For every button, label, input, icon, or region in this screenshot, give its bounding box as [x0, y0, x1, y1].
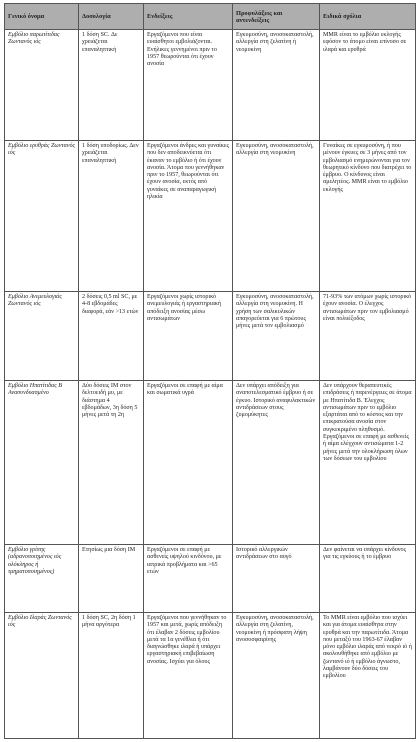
- cell-dose: Δύο δόσεις IM στον δελτοειδή μυ, με διάστημα 4 εβδομάδων, 3η δόση 5 μήνες μετά τη 2η: [79, 381, 144, 545]
- table-row: [5, 292, 416, 381]
- cell-indications: Εργαζόμενοι σε επαφή με ασθενείς υψηλού κινδύνου, με ιατρικά προβλήματα και >65 ετών: [144, 545, 233, 613]
- cell-indications: Εργαζόμενοι που είναι ευαίσθητοι εμβολιάζονται. Ενήλικες γεννημένοι πριν το 1957 θεωρούνται ότι έχουν ανοσία: [144, 30, 233, 141]
- cell-comments: Το MMR είναι εμβόλιο που ισχύει και για άτομα ευαίσθητα στην ερυθρά και την παρωτίτιδα. Άτομα που μεταξύ του 1963-67 έλαβαν μόνο εμβόλιο ιλαράς από νεκρό ιό ή ακολουθήθηκε από εμβόλιο με ζωντανό ιό ή εμβόλιο άγνωστο, λαμβάνουν δύο δόσεις του εμβολίου: [320, 613, 416, 739]
- vaccine-table: [4, 3, 416, 739]
- cell-precautions: Ιστορικό αλλεργικών αντιδράσεων στο αυγό: [233, 545, 320, 613]
- cell-indications: Εργαζόμενοι σε επαφή με αίμα και σωματικά υγρά: [144, 381, 233, 545]
- cell-indications: Εργαζόμενοι χωρίς ιστορικό ανεμευλογιάς ή εργαστηριακή απόδειξη ανοσίας μέσω αντισωμάτων: [144, 292, 233, 381]
- table-row: [5, 30, 416, 141]
- cell-indications: Εργαζόμενοι άνδρες και γυναίκες που δεν αποδεικνύεται ότι έκαναν το εμβόλιο ή ότι έχουν ανοσία. Άτομα που γεννήθηκαν πριν το 1957, θεωρούνται ότι έχουν ανοσία, εκτός από γυναίκες σε αναπαραγωγική ηλικία: [144, 141, 233, 292]
- cell-dose: 1 δόση SC, 2η δόση 1 μήνα αργότερα: [79, 613, 144, 739]
- table-row: [5, 613, 416, 739]
- cell-comments: MMR είναι το εμβόλιο εκλογής εφόσον το άτομο είναι επίνοσο σε ιλαρά και ερυθρά: [320, 30, 416, 141]
- table-row: [5, 141, 416, 292]
- table-row: [5, 545, 416, 613]
- table-header-row: [5, 4, 416, 30]
- cell-dose: 1 δόση υποδορίως. Δεν χρειάζεται επαναληπτική: [79, 141, 144, 292]
- cell-name: Εμβόλιο Ανεμευλογιάς Ζωντανός ιός: [5, 292, 79, 381]
- cell-dose: 1 δόση SC. Δε χρειάζεται επαναληπτική: [79, 30, 144, 141]
- cell-indications: Εργαζόμενοι που γεννήθηκαν το 1957 και μετά, χωρίς απόδειξη ότι έλαβαν 2 δόσεις εμβολίου μετά τα 1α γενέθλια ή ότι διαγνώσθηκε ιλαρά ή υπάρχει εργαστηριακή επιβεβαίωση ανοσίας. Ισχύει για όλους: [144, 613, 233, 739]
- cell-precautions: Εγκυμοσύνη, ανοσοκαταστολή, αλλεργία στη νεομυκίνη: [233, 141, 320, 292]
- cell-comments: Δεν φαίνεται να υπάρχει κίνδυνος για τις εγκύους ή το έμβρυο: [320, 545, 416, 613]
- cell-precautions: Δεν υπάρχει απόδειξη για αναποτελεσματικό έμβρυο ή σε έγκυο. Ιστορικό αναφυλακτικών αντιδράσεων στους ζυμομύκητες: [233, 381, 320, 545]
- header-precautions: Προφυλάξεις και αντενδείξεις: [233, 4, 320, 30]
- cell-name: Εμβόλιο ερυθράς Ζωντανός ιός: [5, 141, 79, 292]
- table-row: [5, 381, 416, 545]
- cell-comments: 71-93% των ατόμων χωρίς ιστορικό έχουν ανοσία. Ο έλεγχος αντισωμάτων πριν τον εμβολιασμό είναι πολυέξοδος: [320, 292, 416, 381]
- cell-comments: Δεν υπάρχουν θεραπευτικές επιδράσεις ή παρενέργειες σε άτομα με Ηπατίτιδα Β. Έλεγχος αντισωμάτων πριν το εμβόλιο εξαρτάται από το κόστος και την επικρατούσα ανοσία στον συγκεκριμένο πληθυσμό. Εργαζόμενοι σε επαφή με ασθενείς ή αίμα ελέγχουν αντισώματα 1-2 μήνες μετά την ολοκλήρωση όλων των δόσεων του εμβολίου: [320, 381, 416, 545]
- cell-precautions: Εγκυμοσύνη, ανοσοκαταστολή, αλλεργία στη ζελατίνη ή νεομυκίνη: [233, 30, 320, 141]
- cell-dose: 2 δόσεις 0,5 ml SC, με 4-8 εβδομάδες διαφορά, εάν >13 ετών: [79, 292, 144, 381]
- header-generic-name: Γενικό όνομα: [5, 4, 79, 30]
- cell-dose: Ετησίως μια δόση IM: [79, 545, 144, 613]
- cell-comments: Γυναίκες σε εγκυμοσύνη, ή που μένουν έγκυες σε 3 μήνες από τον εμβολιασμό ενημερώνονται για τον θεωρητικό κίνδυνο που διατρέχει το έμβρυο. Ο κίνδυνος είναι αμελητέος. MMR είναι το εμβόλιο εκλογής: [320, 141, 416, 292]
- header-indications: Ενδείξεις: [144, 4, 233, 30]
- cell-name: Εμβόλιο παρωτίτιδας Ζωντανός ιός: [5, 30, 79, 141]
- cell-name: Εμβόλιο γρίπης (αδρανοποιημένος ιός ολόκληρος ή τμηματοποιημένος): [5, 545, 79, 613]
- header-dosage: Δοσολογία: [79, 4, 144, 30]
- cell-name: Εμβόλιο Ιλαράς Ζωντανός ιός: [5, 613, 79, 739]
- cell-name: Εμβόλιο Ηπατίτιδας Β Ανασυνδυασμένο: [5, 381, 79, 545]
- cell-precautions: Εγκυμοσύνη, ανοσοκαταστολή, αλλεργία στη ζελατίνη, νεομυκίνη ή πρόσφατη λήψη ανοσοσφαιρίνης: [233, 613, 320, 739]
- cell-precautions: Εγκυμοσύνη, ανοσοκαταστολή, αλλεργία στη νεομυκίνη. Η χρήση των σαλικυλικών απαγορεύεται για 6 πρώτους μήνες μετά τον εμβολιασμό: [233, 292, 320, 381]
- header-special-comments: Ειδικά σχόλια: [320, 4, 416, 30]
